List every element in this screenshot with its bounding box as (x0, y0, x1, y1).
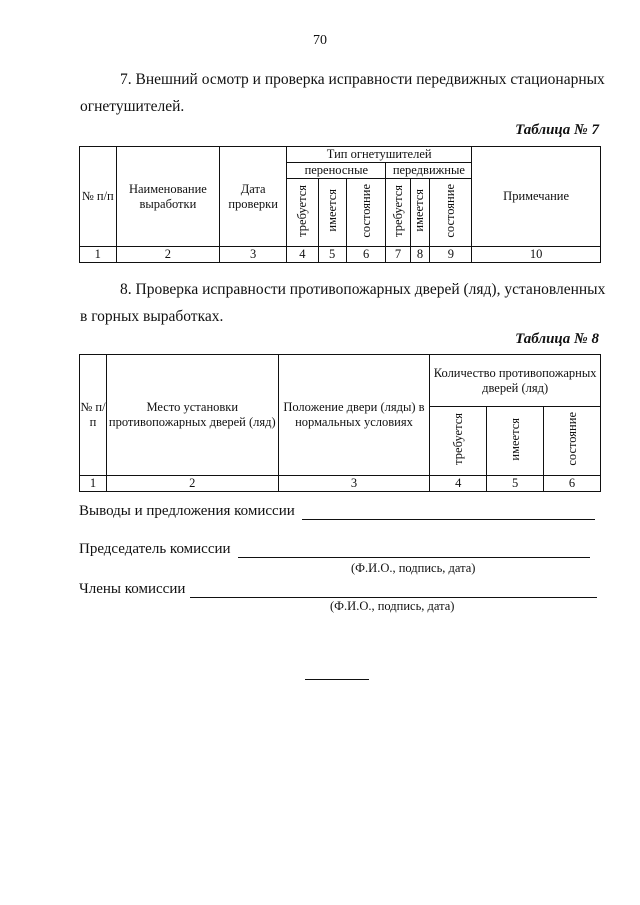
table-7 (79, 146, 601, 263)
t7-portable-condition: состояние (358, 183, 373, 238)
t7-colnum: 6 (346, 247, 386, 263)
t7-colnum: 1 (80, 247, 117, 263)
t8-colnum: 2 (106, 476, 278, 492)
members-hint: (Ф.И.О., подпись, дата) (330, 599, 455, 613)
t7-header-num: № п/п (80, 147, 117, 247)
table-8-caption: Таблица № 8 (515, 331, 599, 347)
t8-colnum: 3 (278, 476, 430, 492)
t7-colnum: 10 (472, 247, 601, 263)
t7-colnum: 3 (220, 247, 287, 263)
t7-mobile-condition: состояние (443, 183, 458, 238)
t7-colnum: 8 (410, 247, 430, 263)
t7-colnum: 2 (116, 247, 220, 263)
section-7-line-2: огнетушителей. (80, 98, 185, 115)
t7-portable-available: имеется (324, 189, 339, 232)
t7-header-date: Дата проверки (220, 147, 287, 247)
table-7-caption: Таблица № 7 (515, 122, 599, 138)
chairman-label: Председатель комиссии (79, 541, 231, 557)
t8-header-place: Место установки противопожарных дверей (ляд) (106, 355, 278, 476)
section-7-line-1: 7. Внешний осмотр и проверка исправности передвижных стационарных (120, 71, 605, 88)
section-8-line-2: в горных выработках. (80, 308, 224, 325)
t8-required: требуется (450, 413, 465, 465)
t7-colnum: 7 (386, 247, 410, 263)
t8-colnum: 4 (430, 476, 487, 492)
t7-mobile-required: требуется (390, 184, 405, 237)
page-number: 70 (313, 33, 327, 48)
members-line[interactable] (190, 597, 597, 598)
t7-header-portable: переносные (287, 163, 386, 179)
t8-header-num: № п/п (80, 355, 107, 476)
t7-mobile-available: имеется (412, 189, 427, 232)
t7-header-note: Примечание (472, 147, 601, 247)
t8-colnum: 5 (487, 476, 544, 492)
t7-colnum: 5 (318, 247, 346, 263)
t7-header-mobile: передвижные (386, 163, 472, 179)
conclusions-label: Выводы и предложения комиссии (79, 503, 295, 519)
table-8 (79, 354, 601, 492)
chairman-hint: (Ф.И.О., подпись, дата) (351, 561, 476, 575)
conclusions-line[interactable] (302, 519, 595, 520)
section-7-text (80, 66, 610, 120)
t8-colnum: 1 (80, 476, 107, 492)
t8-colnum: 6 (544, 476, 601, 492)
t7-colnum: 9 (430, 247, 472, 263)
t8-available: имеется (507, 417, 522, 461)
members-label: Члены комиссии (79, 581, 186, 597)
chairman-line[interactable] (238, 557, 590, 558)
end-divider (305, 679, 369, 680)
t8-header-count: Количество противопожарных дверей (ляд) (430, 355, 601, 407)
t7-colnum: 4 (287, 247, 318, 263)
section-8-text (80, 276, 610, 330)
t7-header-type: Тип огнетушителей (287, 147, 472, 163)
t8-condition: состояние (564, 412, 579, 466)
t8-header-position: Положение двери (ляды) в нормальных условиях (278, 355, 430, 476)
t7-header-name: Наименование выработки (116, 147, 220, 247)
section-8-line-1: 8. Проверка исправности противопожарных дверей (ляд), установленных (120, 281, 606, 298)
t7-portable-required: требуется (294, 184, 309, 237)
